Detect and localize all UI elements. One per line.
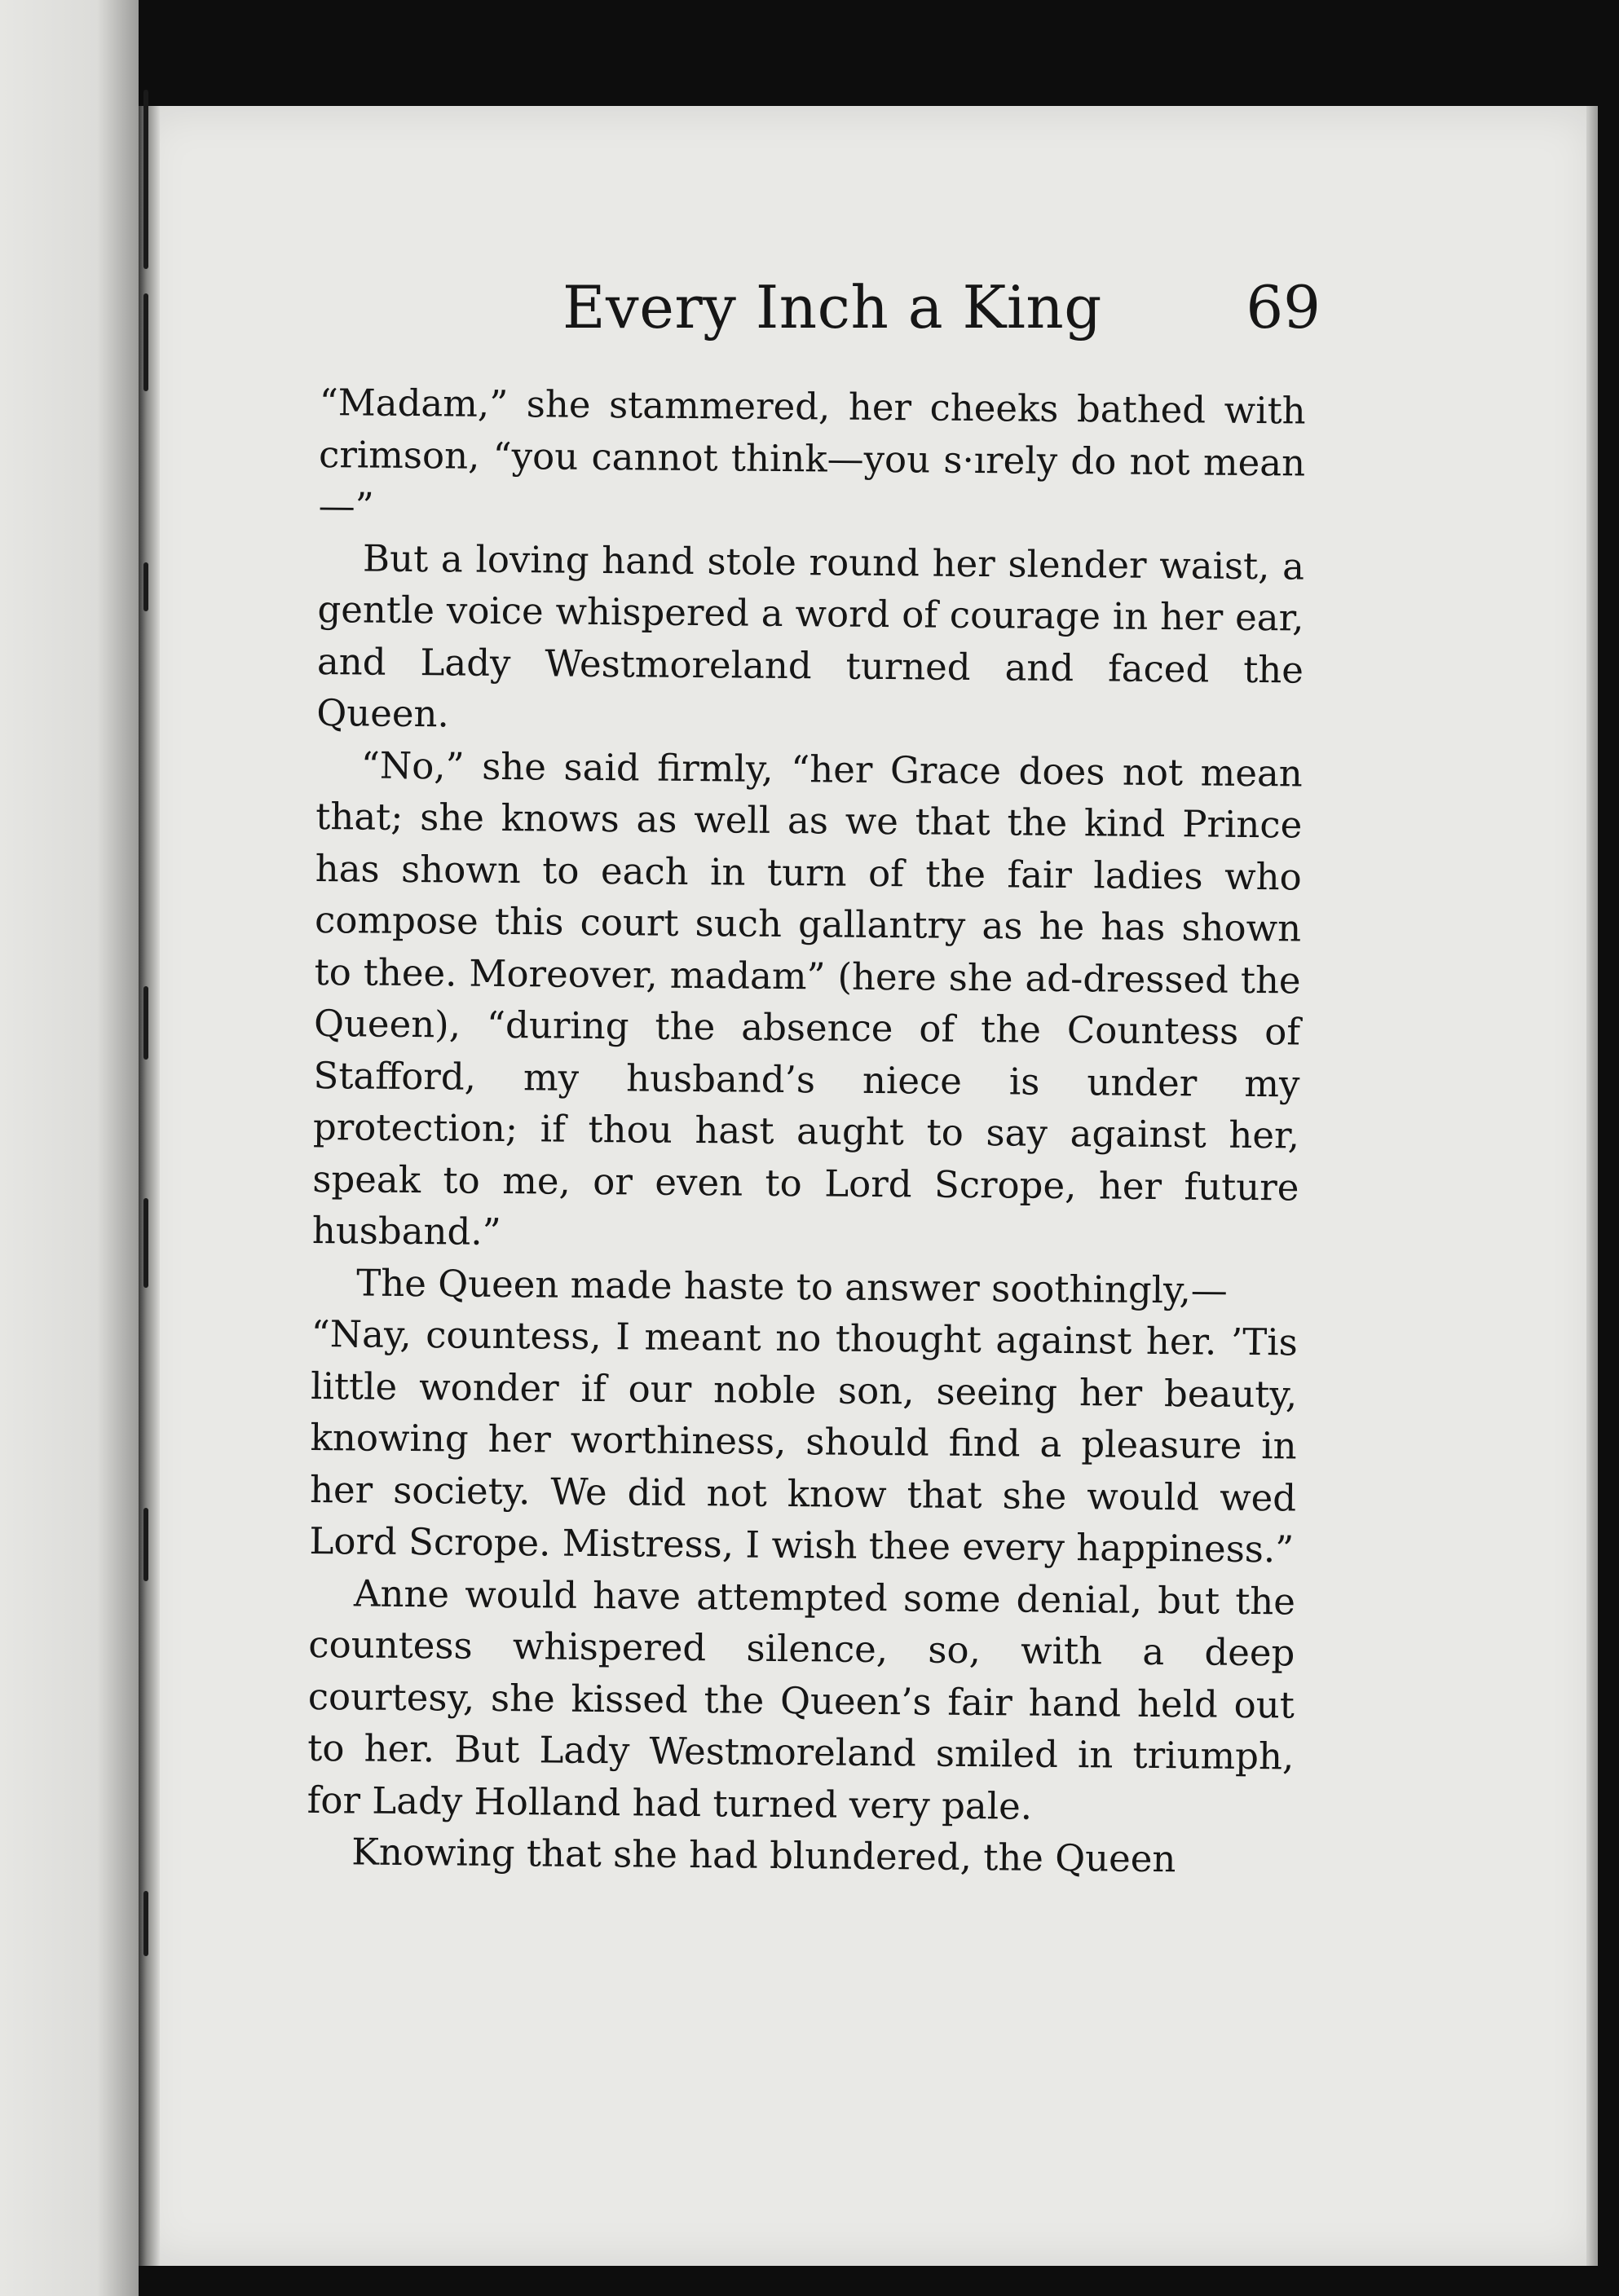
paragraph: Anne would have attempted some denial, but the countess whispered silence, so, with a deep courtesy, she kissed the Queen’s fair hand held out to her. But Lady Westmoreland smiled in triumph, for Lady Holland had turned very pale.: [307, 1571, 1296, 1828]
facing-page-edge: [0, 0, 139, 2296]
paragraph: The Queen made haste to answer soothingly,—: [356, 1260, 1229, 1312]
gutter-shadow-mark: [143, 986, 148, 1060]
gutter-shadow-mark: [143, 1508, 148, 1581]
paragraph: Knowing that she had blundered, the Queen: [351, 1830, 1176, 1881]
paragraph: “Nay, countess, I meant no thought against her. ’Tis little wonder if our noble son, seeing her beauty, knowing her worthiness, should find a pleasure in her society. We did not know that she would wed Lord Scrope. Mistress, I wish thee every happiness.”: [309, 1311, 1298, 1571]
binding-gutter: [139, 106, 160, 2266]
running-title: Every Inch a King: [562, 273, 1102, 342]
body-text: [307, 377, 1306, 1886]
paragraph: “Madam,” she stammered, her cheeks bathed with crimson, “you cannot think—you s·ırely do not mean—”: [318, 380, 1306, 528]
gutter-shadow-mark: [143, 293, 148, 391]
gutter-shadow-mark: [143, 1891, 148, 1956]
gutter-shadow-mark: [143, 562, 148, 611]
gutter-shadow-mark: [143, 90, 148, 269]
page-number: 69: [1246, 273, 1321, 342]
page-right-edge: [1586, 106, 1598, 2266]
paragraph: “No,” she said firmly, “her Grace does not mean that; she knows as well as we that the kind Prince has shown to each in turn of the fair ladies who compose this court such gallantry as he has shown to thee. Moreover, madam” (here she ad-dressed the Queen), “during the absence of the Countess of Stafford, my husband’s niece is under my protection; if thou hast aught to say against her, speak to me, or even to Lord Scrope, her future husband.”: [311, 743, 1304, 1254]
gutter-shadow-mark: [143, 1198, 148, 1288]
paragraph: But a loving hand stole round her slender waist, a gentle voice whispered a word of courage in her ear, and Lady Westmoreland turned and faced the Queen.: [316, 535, 1305, 736]
page-header: [424, 273, 1321, 363]
